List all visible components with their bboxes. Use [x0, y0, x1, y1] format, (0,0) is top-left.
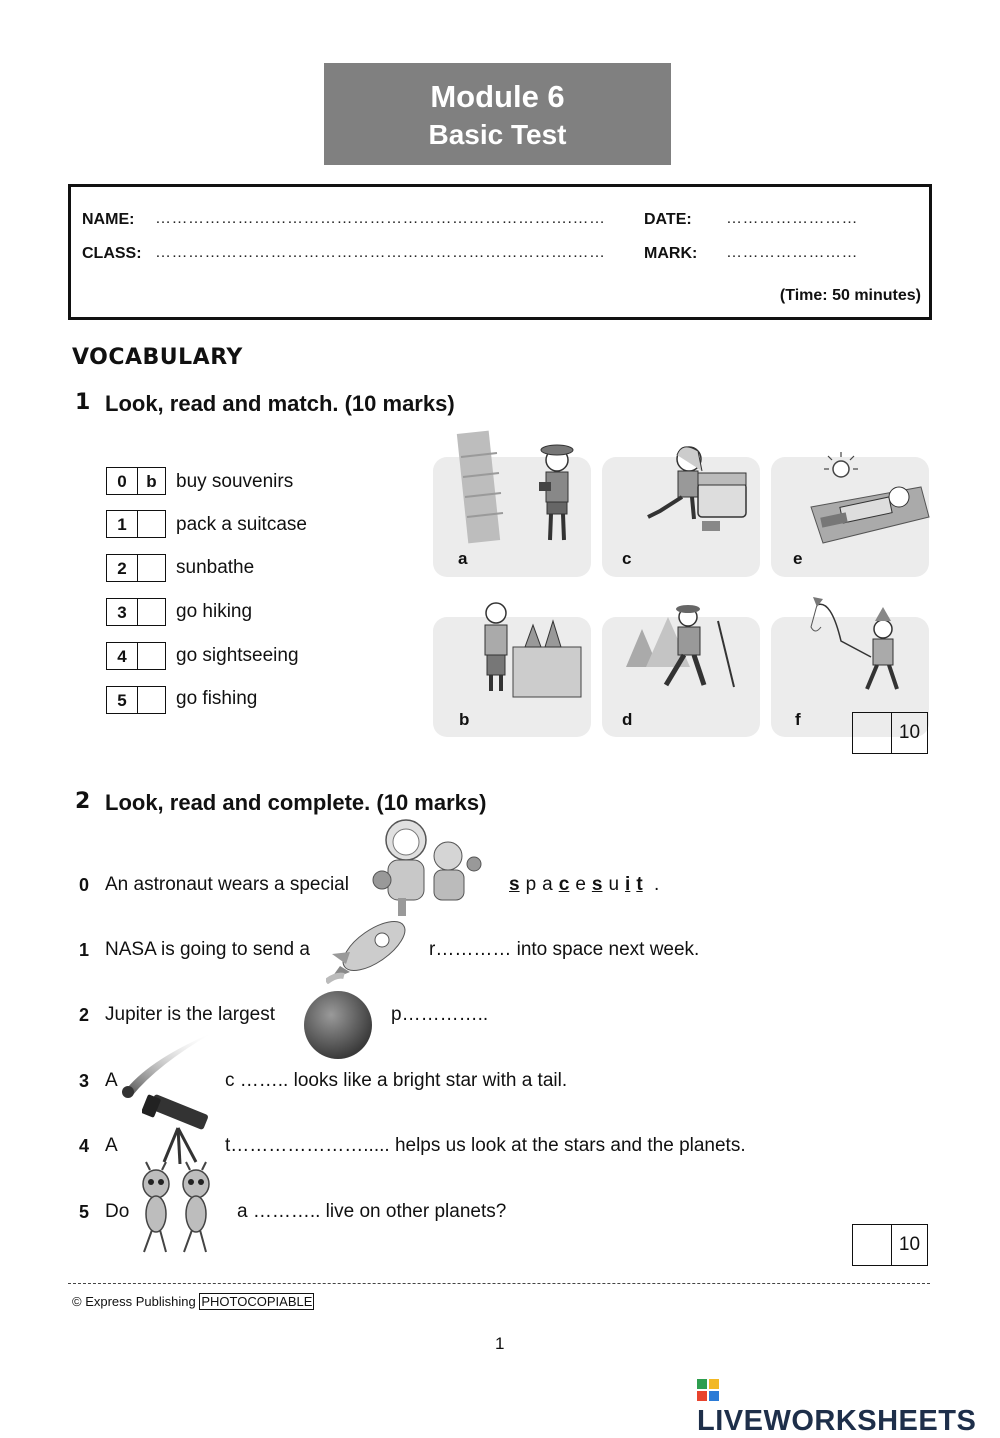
item-number: 1 [107, 511, 138, 537]
sentence-end: . [653, 874, 660, 895]
answer-value[interactable] [138, 687, 165, 713]
answer-letter: i [625, 874, 631, 895]
question-number: 2 [79, 1005, 90, 1025]
exercise2-number: 2 [75, 789, 91, 814]
liveworksheets-logo-icon [697, 1377, 721, 1405]
match-text: sunbathe [176, 557, 255, 578]
question-completion[interactable]: p………….. [391, 1004, 489, 1025]
answer-letter: e [575, 874, 586, 895]
picture-d [602, 617, 760, 737]
match-text: pack a suitcase [176, 514, 307, 535]
exercise1-number: 1 [75, 390, 91, 415]
answer-box[interactable] [106, 642, 166, 670]
exercise2-score-box [852, 1224, 928, 1266]
picture-letter: c [622, 549, 632, 568]
exercise1-title: Look, read and match. (10 marks) [105, 391, 455, 416]
question-number: 1 [79, 940, 90, 960]
question-text: A [105, 1070, 118, 1091]
match-item [106, 510, 166, 538]
brand-name[interactable]: LIVEWORKSHEETS [697, 1405, 977, 1437]
match-item [106, 686, 166, 714]
item-number: 4 [107, 643, 138, 669]
question-completion[interactable]: c …….. looks like a bright star with a tail. [225, 1070, 568, 1091]
match-text: go sightseeing [176, 645, 299, 666]
fishing-icon [771, 597, 929, 717]
title-banner [324, 63, 671, 165]
answer-value[interactable]: b [146, 472, 157, 491]
answer-box[interactable] [106, 554, 166, 582]
class-label: CLASS: [82, 245, 142, 262]
liveworksheets-logo [697, 1377, 1000, 1438]
answer-letter: c [558, 874, 570, 895]
answer-value[interactable] [138, 599, 165, 625]
item-number: 5 [107, 687, 138, 713]
planet-icon [300, 990, 380, 1060]
picture-letter: f [795, 710, 801, 729]
name-label: NAME: [82, 211, 135, 228]
mark-label: MARK: [644, 245, 698, 262]
answer-value[interactable] [138, 643, 165, 669]
student-info-box [68, 184, 932, 320]
answer-letter: p [525, 874, 537, 895]
item-number: 2 [107, 555, 138, 581]
answer-box[interactable] [106, 686, 166, 714]
answer-letter: s [591, 874, 603, 895]
score-total: 10 [898, 1234, 921, 1255]
answer-box[interactable] [106, 598, 166, 626]
question-text: A [105, 1135, 118, 1156]
item-number: 3 [107, 599, 138, 625]
question-number: 0 [79, 875, 90, 895]
time-note: (Time: 50 minutes) [779, 287, 921, 304]
answer-box[interactable] [106, 510, 166, 538]
class-field[interactable]: ………………………………………………………………….…… [155, 244, 606, 261]
picture-letter: e [793, 549, 803, 568]
question-completion[interactable]: r………… into space next week. [429, 939, 700, 960]
telescope-icon [142, 1092, 214, 1164]
question-number: 5 [79, 1202, 90, 1222]
match-item [106, 598, 166, 626]
section-title: VOCABULARY [72, 345, 243, 370]
picture-c [602, 457, 760, 577]
name-field[interactable]: ………………………………………………………………….…… [155, 210, 606, 227]
picture-letter: d [622, 710, 633, 729]
question-text: Do [105, 1201, 130, 1222]
score-input[interactable] [853, 713, 892, 753]
match-text: go hiking [176, 601, 253, 622]
answer-letter: a [542, 874, 553, 895]
exercise1-score-box [852, 712, 928, 754]
souvenir-shop-icon [433, 607, 591, 727]
rocket-icon [326, 914, 412, 984]
match-item [106, 554, 166, 582]
astronaut-icon [372, 818, 484, 918]
question-completion[interactable]: a ……….. live on other planets? [237, 1201, 507, 1222]
hiker-icon [602, 607, 760, 727]
copyright-text: © Express Publishing [72, 1294, 196, 1309]
picture-letter: a [458, 549, 468, 568]
picture-a [433, 457, 591, 577]
answer-letters [509, 874, 649, 895]
footer-copyright [72, 1294, 314, 1309]
mark-field[interactable]: …………………… [726, 244, 858, 261]
question-text: An astronaut wears a special [105, 874, 349, 895]
score-total: 10 [898, 722, 921, 743]
page-number: 1 [495, 1334, 505, 1353]
match-item [106, 467, 166, 495]
question-number: 4 [79, 1136, 90, 1156]
picture-e [771, 457, 929, 577]
date-field[interactable]: …………………… [726, 210, 858, 227]
question-number: 3 [79, 1071, 90, 1091]
answer-value[interactable] [138, 555, 165, 581]
match-text: go fishing [176, 688, 258, 709]
item-number: 0 [107, 468, 138, 494]
footer-divider [68, 1283, 930, 1284]
match-text: buy souvenirs [176, 471, 294, 492]
answer-letter: u [608, 874, 620, 895]
answer-letter: s [509, 874, 520, 895]
question-text: Jupiter is the largest [105, 1004, 276, 1025]
test-title: Basic Test [428, 119, 567, 150]
picture-letter: b [459, 710, 470, 729]
date-label: DATE: [644, 211, 692, 228]
match-item [106, 642, 166, 670]
aliens-icon [134, 1160, 224, 1256]
answer-box[interactable] [106, 467, 166, 495]
packing-suitcase-icon [602, 437, 760, 557]
answer-letter: t [636, 874, 643, 895]
question-completion[interactable]: t…………………..... helps us look at the stars and the planets. [225, 1135, 746, 1156]
question-text: NASA is going to send a [105, 939, 310, 960]
picture-b [433, 617, 591, 737]
tourist-with-camera-icon [433, 422, 591, 542]
photocopiable-label: PHOTOCOPIABLE [201, 1294, 313, 1309]
comet-icon [118, 1030, 218, 1100]
score-input[interactable] [853, 1225, 892, 1265]
answer-value[interactable] [138, 511, 165, 537]
example-answer [509, 874, 659, 896]
module-title: Module 6 [430, 79, 565, 114]
exercise2-title: Look, read and complete. (10 marks) [105, 790, 487, 815]
